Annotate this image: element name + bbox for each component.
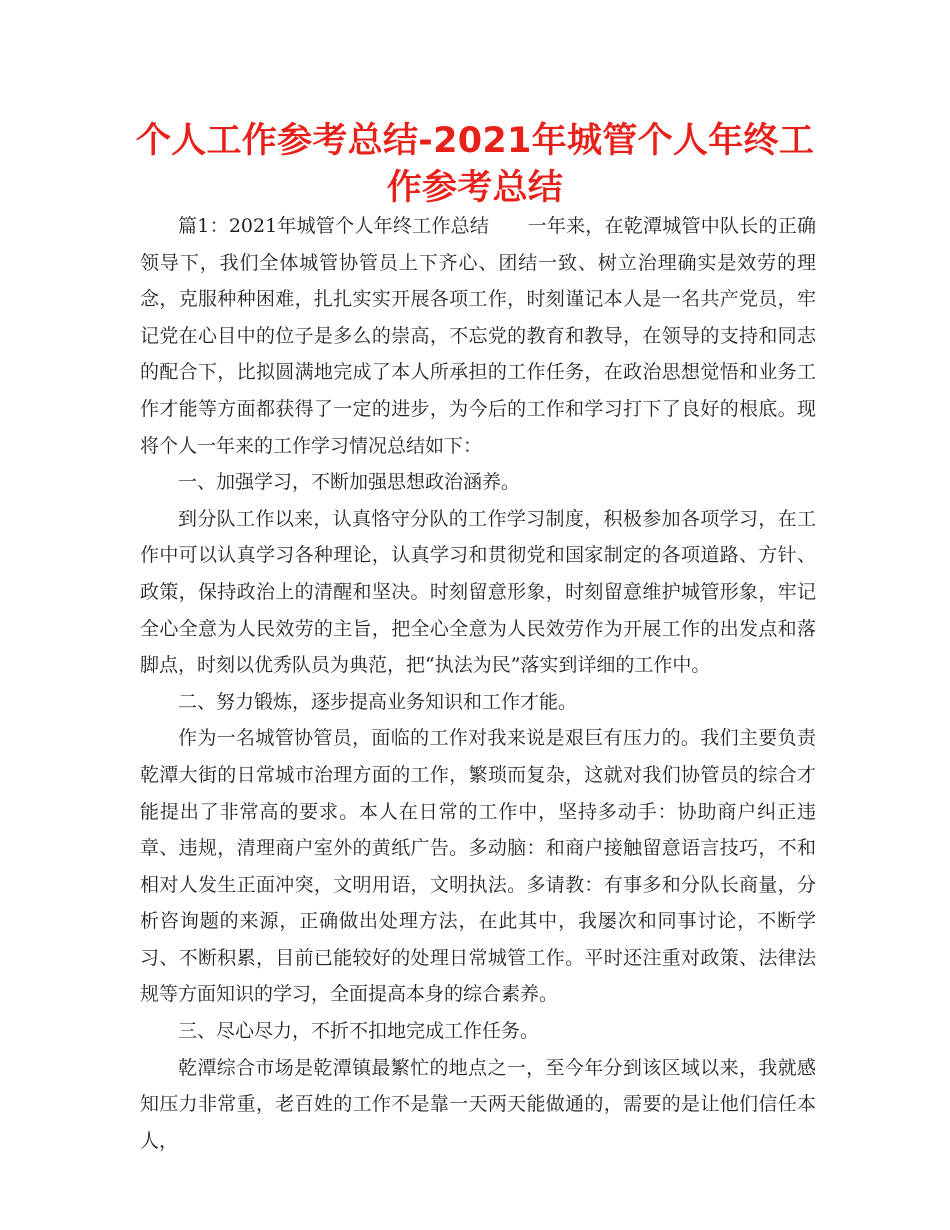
paragraph-section-1: 到分队工作以来，认真恪守分队的工作学习制度，积极参加各项学习，在工作中可以认真学习各种理论，认真学习和贯彻党和国家制定的各项道路、方针、政策，保持政治上的清醒和坚决。时刻留意形象，时刻留意维护城管形象，牢记全心全意为人民效劳的主旨，把全心全意为人民效劳作为开展工作的出发点和落脚点，时刻以优秀队员为典范，把“执法为民”落实到详细的工作中。	[140, 507, 816, 677]
section-heading-2: 二、努力锻炼，逐步提高业务知识和工作才能。	[178, 690, 578, 713]
paragraph-section-2: 作为一名城管协管员，面临的工作对我来说是艰巨有压力的。我们主要负责乾潭大街的日常城市治理方面的工作，繁琐而复杂，这就对我们协管员的综合才能提出了非常高的要求。本人在日常的工作中，坚持多动手：协助商户纠正违章、违规，清理商户室外的黄纸广告。多动脑：和商户接触留意语言技巧，不和相对人发生正面冲突，文明用语，文明执法。多请教：有事多和分队长商量，分析咨询题的来源，正确做出处理方法，在此其中，我屡次和同事讨论，不断学习、不断积累，目前已能较好的处理日常城管工作。平时还注重对政策、法律法规等方面知识的学习，全面提高本身的综合素养。	[140, 727, 816, 1006]
paragraph-intro: 篇1：2021年城管个人年终工作总结 一年来，在乾潭城管中队长的正确领导下，我们全体城管协管员上下齐心、团结一致、树立治理确实是效劳的理念，克服种种困难，扎扎实实开展各项工作，时刻谨记本人是一名共产党员，牢记党在心目中的位子是多么的崇高，不忘党的教育和教导，在领导的支持和同志的配合下，比拟圆满地完成了本人所承担的工作任务，在政治思想觉悟和业务工作才能等方面都获得了一定的进步，为今后的工作和学习打下了良好的根底。现将个人一年来的工作学习情况总结如下：	[140, 215, 816, 457]
document-body	[140, 208, 816, 1159]
paragraph-section-3: 乾潭综合市场是乾潭镇最繁忙的地点之一，至今年分到该区域以来，我就感知压力非常重，老百姓的工作不是靠一天两天能做通的，需要的是让他们信任本人，	[140, 1056, 816, 1152]
section-heading-3: 三、尽心尽力，不折不扣地完成工作任务。	[178, 1020, 540, 1043]
document-title: 个人工作参考总结-2021年城管个人年终工作参考总结	[135, 121, 815, 208]
section-heading-1: 一、加强学习，不断加强思想政治涵养。	[178, 471, 521, 494]
